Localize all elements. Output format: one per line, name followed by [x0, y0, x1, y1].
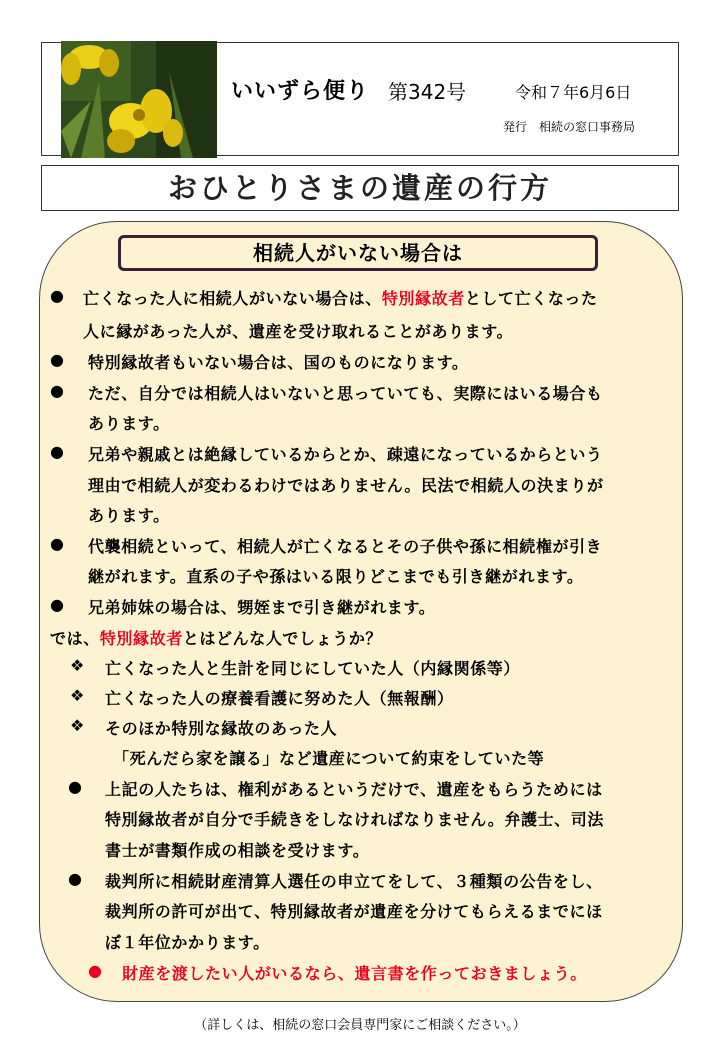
diamond-item-note: 「死んだら家を譲る」など遺産について約束をしていた等 — [113, 749, 545, 768]
bullet-4-line-3: あります。 — [88, 506, 170, 525]
note-1-line-2: 特別縁故者が自分で手続きをしなければなりません。弁護士、司法 — [105, 810, 604, 829]
bullet-5-line-2: 継がれます。直系の子や孫はいる限りどこまでも引き継がれます。 — [88, 567, 584, 586]
bullet-icon: ● — [68, 869, 82, 888]
bullet-icon: ● — [50, 534, 64, 553]
diamond-bullet-icon: ❖ — [70, 656, 85, 675]
page-title: おひとりさまの遺産の行方 — [41, 165, 679, 211]
conclusion: 財産を渡したい人がいるなら、遺言書を作っておきましょう。 — [122, 964, 587, 983]
bullet-icon: ● — [50, 286, 64, 305]
bullet-icon: ● — [50, 350, 64, 369]
newsletter-name: いいずら便り — [231, 79, 370, 104]
bullet-4-line-2: 理由で相続人が変わるわけではありません。民法で相続人の決まりが — [88, 476, 604, 495]
publisher: 発行 相続の窓口事務局 — [503, 120, 636, 134]
bullet-icon: ● — [50, 595, 64, 614]
flower-photo — [61, 41, 217, 158]
bullet-icon: ● — [68, 777, 82, 796]
bullet-3-line-1: ただ、自分では相続人はいないと思っていても、実際にはいる場合も — [88, 384, 603, 403]
note-1-line-3: 書士が書類作成の相談を受けます。 — [105, 841, 370, 860]
question-line: では、特別縁故者とはどんな人でしょうか？ — [50, 629, 383, 648]
diamond-item-1: 亡くなった人と生計を同じにしていた人（内縁関係等） — [105, 659, 521, 678]
special-relative-term: 特別縁故者 — [99, 629, 183, 648]
bullet-6-line-1: 兄弟姉妹の場合は、甥姪まで引き継がれます。 — [88, 598, 436, 617]
special-relative-term: 特別縁故者 — [381, 289, 465, 308]
diamond-item-2: 亡くなった人の療養看護に努めた人（無報酬） — [105, 689, 454, 708]
note-1-line-1: 上記の人たちは、権利があるというだけで、遺産をもらうためには — [105, 780, 603, 799]
issue-number: 第342号 — [388, 80, 467, 104]
note-2-line-1: 裁判所に相続財産清算人選任の申立てをして、３種類の公告をし、 — [105, 872, 603, 891]
footer-note: （詳しくは、相続の窓口会員専門家にご相談ください。） — [194, 1018, 526, 1033]
bullet-5-line-1: 代襲相続といって、相続人が亡くなるとその子供や孫に相続権が引き — [88, 537, 603, 556]
bullet-3-line-2: あります。 — [88, 414, 170, 433]
bullet-1-line-1: 亡くなった人に相続人がいない場合は、特別縁故者として亡くなった — [83, 289, 598, 308]
note-2-line-3: ぼ１年位かかります。 — [105, 933, 270, 952]
note-2-line-2: 裁判所の許可が出て、特別縁故者が遺産を分けてもらえるまでにほ — [105, 902, 603, 921]
red-bullet-icon: ● — [88, 961, 102, 980]
section-subtitle: 相続人がいない場合は — [118, 235, 598, 271]
bullet-icon: ● — [50, 381, 64, 400]
bullet-1-line-2: 人に縁があった人が、遺産を受け取れることがあります。 — [83, 322, 514, 341]
bullet-4-line-1: 兄弟や親戚とは絶縁しているからとか、疎遠になっているからという — [88, 445, 603, 464]
diamond-bullet-icon: ❖ — [70, 686, 85, 705]
diamond-item-3: そのほか特別な縁故のあった人 — [105, 719, 338, 738]
issue-date: 令和７年6月6日 — [515, 83, 632, 102]
bullet-icon: ● — [50, 442, 64, 461]
bullet-2-line-1: 特別縁故者もいない場合は、国のものになります。 — [88, 353, 469, 372]
diamond-bullet-icon: ❖ — [70, 716, 85, 735]
